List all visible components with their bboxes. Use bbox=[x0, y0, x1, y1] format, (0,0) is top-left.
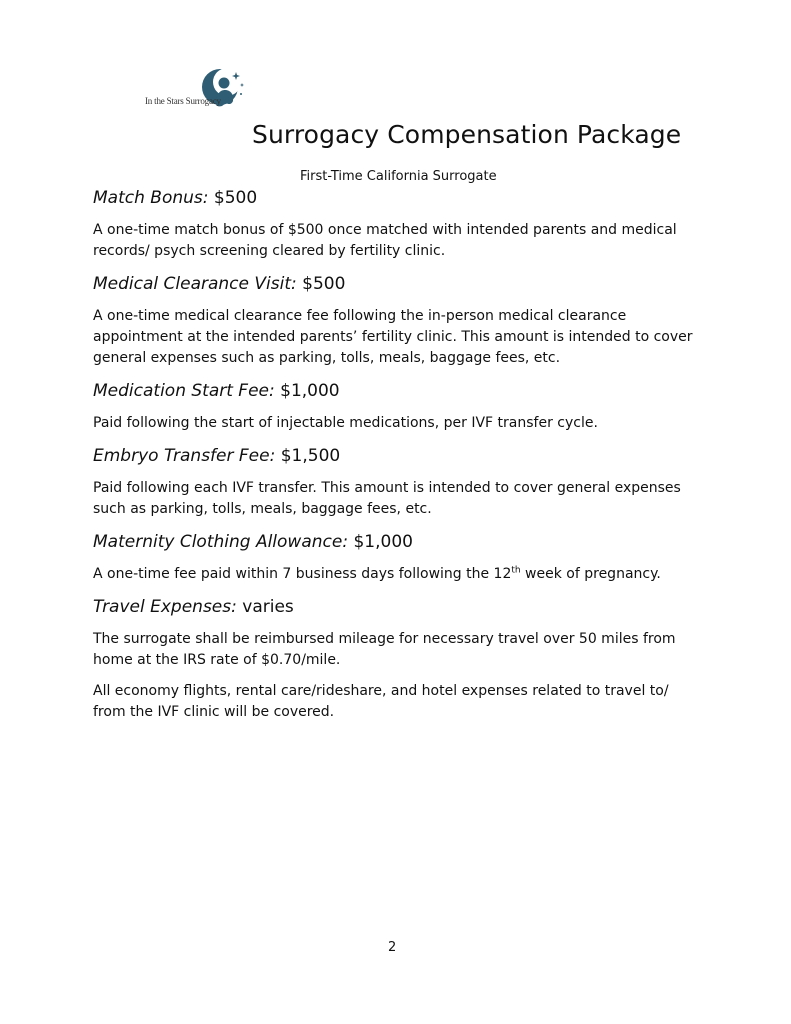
section-heading bbox=[93, 379, 693, 403]
section-description: The surrogate shall be reimbursed mileage for necessary travel over 50 miles from home at the IRS rate of $0.70/mile. bbox=[93, 631, 676, 668]
section-label: Match Bonus: bbox=[93, 188, 209, 208]
section-heading bbox=[93, 530, 693, 554]
page-title: Surrogacy Compensation Package bbox=[252, 120, 682, 149]
section-description: A one-time medical clearance fee following the in-person medical clearance appointment at the intended parents’ fertility clinic. This amount is intended to cover general expenses such as parking, tolls, meals, baggage fees, etc. bbox=[93, 308, 693, 366]
section-label: Embryo Transfer Fee: bbox=[93, 446, 276, 466]
section-amount: $1,500 bbox=[280, 446, 341, 466]
section-label: Medical Clearance Visit: bbox=[93, 274, 297, 294]
section-description: Paid following each IVF transfer. This amount is intended to cover general expenses such as parking, tolls, meals, baggage fees, etc. bbox=[93, 480, 681, 517]
section-amount: $1,000 bbox=[353, 532, 413, 552]
section-heading bbox=[93, 272, 693, 296]
description-text: week of pregnancy. bbox=[520, 566, 661, 582]
section-heading bbox=[93, 595, 693, 619]
section-description: A one-time match bonus of $500 once matched with intended parents and medical records/ psych screening cleared by fertility clinic. bbox=[93, 222, 677, 259]
company-logo bbox=[143, 66, 253, 116]
page-number: 2 bbox=[388, 940, 397, 955]
section-amount: varies bbox=[242, 597, 294, 617]
section-description bbox=[93, 564, 693, 585]
section-description: Paid following the start of injectable medications, per IVF transfer cycle. bbox=[93, 415, 598, 431]
section-heading bbox=[93, 444, 693, 468]
section-heading bbox=[93, 186, 693, 210]
description-text: A one-time fee paid within 7 business days following the 12 bbox=[93, 566, 512, 582]
compensation-list bbox=[93, 186, 693, 733]
section-label: Maternity Clothing Allowance: bbox=[93, 532, 349, 552]
section-medical-clearance bbox=[93, 272, 693, 369]
section-medication-start bbox=[93, 379, 693, 434]
section-travel-expenses bbox=[93, 595, 693, 723]
page-subtitle: First-Time California Surrogate bbox=[300, 169, 497, 184]
logo-text: In the Stars Surrogacy bbox=[145, 96, 221, 106]
ordinal-suffix: th bbox=[511, 565, 521, 576]
section-description: All economy flights, rental care/rideshare, and hotel expenses related to travel to/ from the IVF clinic will be covered. bbox=[93, 683, 669, 720]
section-amount: $500 bbox=[213, 188, 258, 208]
section-label: Medication Start Fee: bbox=[93, 381, 275, 401]
section-maternity-clothing bbox=[93, 530, 693, 585]
section-embryo-transfer bbox=[93, 444, 693, 520]
section-amount: $500 bbox=[302, 274, 346, 294]
section-label: Travel Expenses: bbox=[93, 597, 237, 617]
section-match-bonus bbox=[93, 186, 693, 262]
section-amount: $1,000 bbox=[280, 381, 340, 401]
